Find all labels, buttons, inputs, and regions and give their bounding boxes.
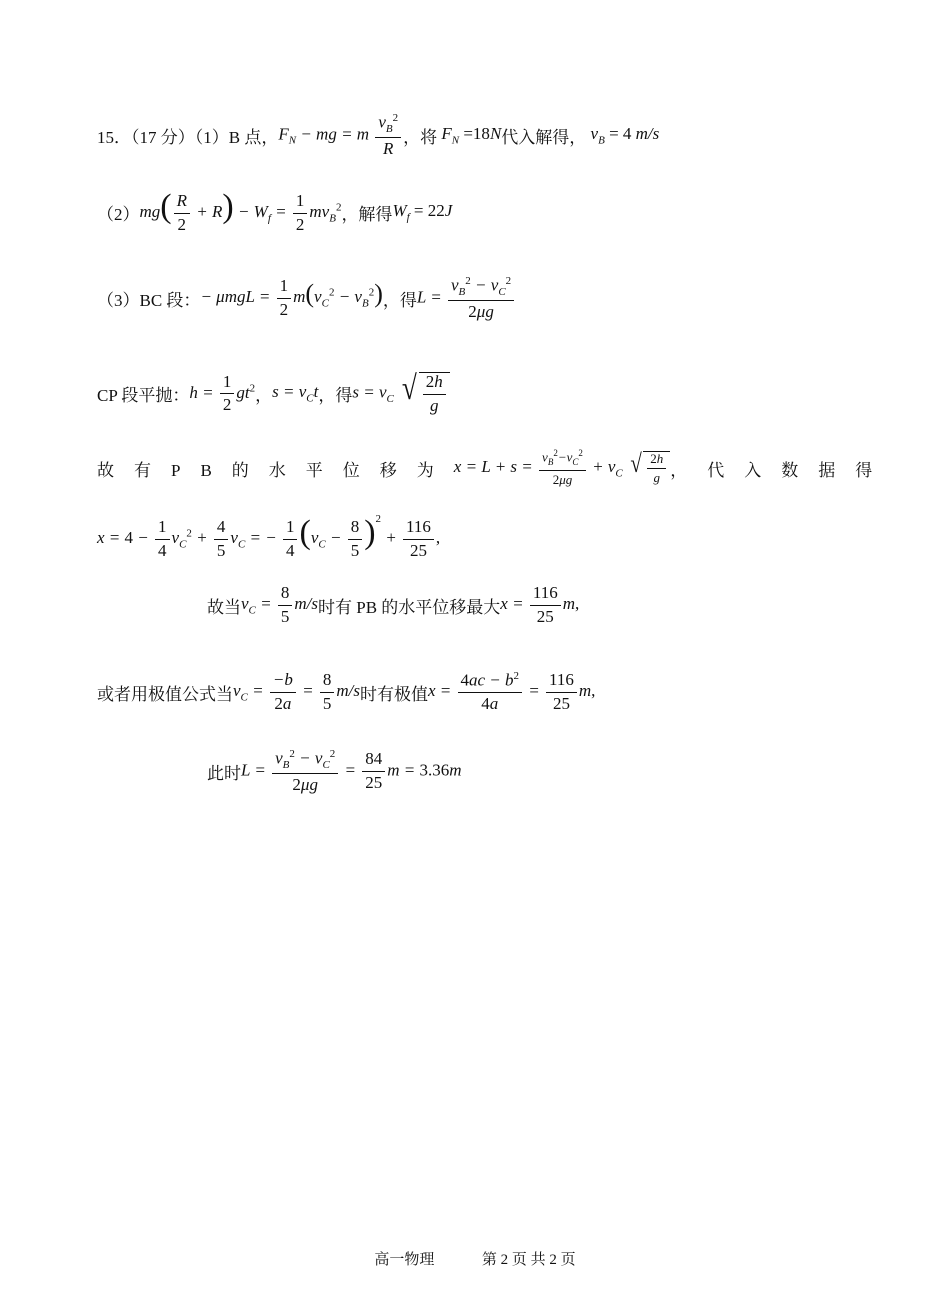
answer-line-1 — [97, 112, 659, 159]
answer-line-5 — [97, 448, 893, 487]
formula-xmax-value: x = $\frac{116}{25}$ m, — [500, 583, 580, 626]
line1-label: 15．（17 分）（1）B 点， — [97, 127, 279, 147]
answer-line-8 — [97, 670, 595, 714]
formula-wf-value: $W_f = 22J$ — [392, 200, 453, 224]
line5-text-b: ，代入数据得 — [670, 460, 893, 480]
line7-text-b: 时有 PB 的水平位移最大 — [318, 597, 501, 617]
formula-energy: mg( $\frac{R}{2}$ + $R) - W_f$ = $\frac{1}{2}$ $mv_B^2$ — [139, 188, 342, 234]
answer-line-4 — [97, 372, 450, 415]
formula-x-quadratic: x = 4 − $\frac{1}{4}$ $v_C^2$ + $\frac{4}{5}$ $v_C$ = − $\frac{1}{4}$ ($v_C$ − $\frac{8}{5}$ )$^2$ + $\frac{116}{25}$ , — [97, 513, 441, 560]
formula-s-vt: $s = v_Ct$ — [272, 382, 319, 405]
line3-text-b: ，得 — [382, 290, 417, 310]
answer-line-7 — [207, 584, 579, 626]
line2-text-b: ，解得 — [341, 204, 393, 224]
line1-text-b: ，将 — [403, 127, 438, 147]
line4-text-c: ，得 — [318, 386, 353, 406]
line4-text-b: ， — [255, 386, 273, 406]
line2-label: （2） — [97, 204, 140, 224]
formula-l-value: L = $\frac{v_B^2 - v_C^2}{2\mu g}$ = $\frac{84}{25}$ m = 3.36m — [241, 748, 462, 795]
answer-line-6 — [97, 513, 441, 560]
footer-page-info: 第 2 页 共 2 页 — [481, 1252, 576, 1268]
line5-label: 故有PB的水平位移为 — [97, 460, 454, 480]
formula-l-expr: L = $\frac{v_B^2 - v_C^2}{2\mu g}$ — [417, 275, 516, 322]
formula-vertex-x: x = $\frac{4ac - b^2}{4a}$ = $\frac{116}{25}$ m, — [427, 669, 596, 714]
formula-newton-b: $F_N$ − mg = m $\frac{v_B^2}{R}$ — [278, 112, 403, 159]
answer-line-9 — [207, 748, 462, 795]
line1-text-c: 代入解得， — [501, 127, 587, 147]
line8-text-b: 时有极值 — [359, 684, 428, 704]
formula-vb-value: $v_B = 4$ m/s — [586, 124, 660, 147]
page-footer — [0, 1248, 950, 1269]
answer-line-3 — [97, 275, 516, 322]
formula-fn-value: $F_N =18N$ — [437, 124, 502, 147]
line8-label: 或者用极值公式当 — [97, 684, 233, 704]
footer-subject: 高一物理 — [374, 1252, 435, 1268]
formula-vc-value: $v_C$ = $\frac{8}{5}$ m/s — [241, 583, 318, 626]
formula-x-total: x = L + s = $\frac{v_B^2-v_C^2}{2\mu g}$ + $v_C$ √ $\frac{2h}{g}$ — [454, 449, 670, 487]
formula-vertex-vc: $v_C$ = $\frac{-b}{2a}$ = $\frac{8}{5}$ m/s — [233, 669, 360, 713]
formula-fall-height: h = $\frac{1}{2}$ $gt^2$ — [189, 371, 256, 415]
line4-label: CP 段平抛： — [97, 386, 190, 406]
line7-label: 故当 — [207, 597, 241, 617]
line9-label: 此时 — [207, 763, 241, 783]
line3-label: （3）BC 段： — [97, 290, 201, 310]
formula-friction-work: − μmgL = $\frac{1}{2}$ $m(v_C^2 - v_B^2)$ — [200, 276, 383, 319]
answer-line-2 — [97, 190, 452, 234]
formula-s-sqrt: $s = v_C$ √ $\frac{2h}{g}$ — [352, 372, 449, 415]
